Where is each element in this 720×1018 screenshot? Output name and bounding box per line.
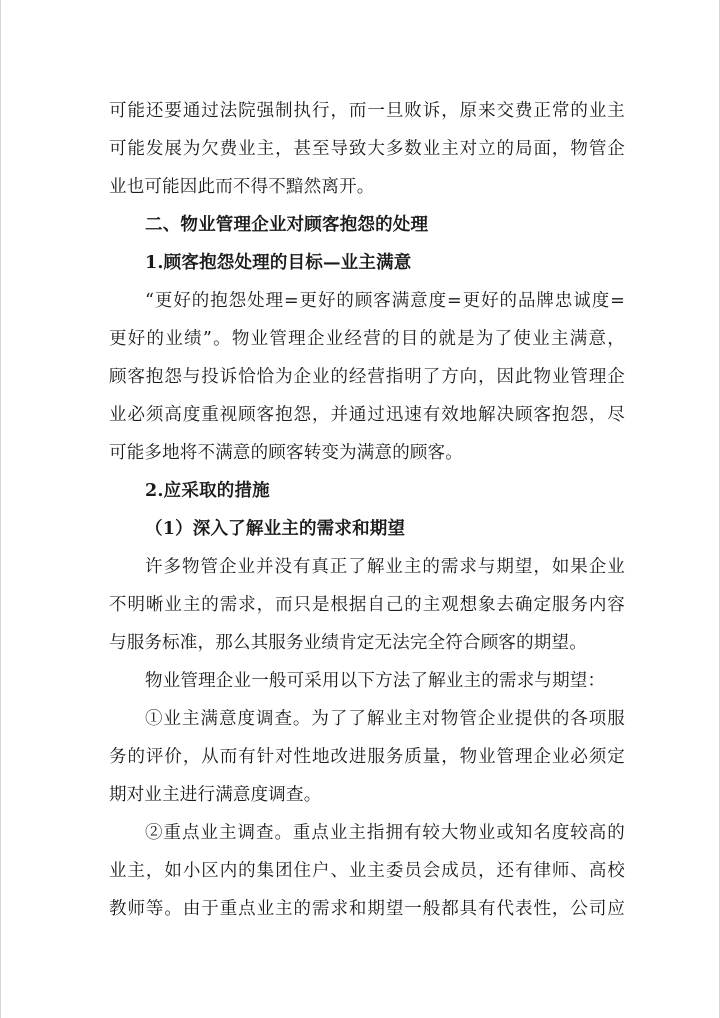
subsection-heading: 1.顾客抱怨处理的目标—业主满意 — [145, 253, 412, 273]
paragraph-line: 务的评价，从而有针对性地改进服务质量，物业管理企业必须定 — [109, 747, 625, 767]
paragraph-line: ②重点业主调查。重点业主指拥有较大物业或知名度较高的 — [145, 823, 625, 843]
paragraph-line: ①业主满意度调查。为了了解业主对物管企业提供的各项服 — [145, 709, 625, 729]
paragraph-line: 不明晰业主的需求，而只是根据自己的主观想象去确定服务内容 — [109, 595, 625, 615]
paragraph-line: 业主，如小区内的集团住户、业主委员会成员，还有律师、高校 — [109, 861, 625, 881]
paragraph-line: 与服务标准，那么其服务业绩肯定无法完全符合顾客的期望。 — [109, 633, 587, 653]
paragraph-line: 可能发展为欠费业主，甚至导致大多数业主对立的局面，物管企 — [109, 139, 625, 159]
paragraph-line: 教师等。由于重点业主的需求和期望一般都具有代表性，公司应 — [109, 899, 625, 919]
paragraph-line: 业也可能因此而不得不黯然离开。 — [109, 177, 375, 197]
paragraph-line: 可能还要通过法院强制执行，而一旦败诉，原来交费正常的业主 — [109, 101, 625, 121]
subsection-heading: 2.应采取的措施 — [145, 481, 270, 501]
paragraph-line: 物业管理企业一般可采用以下方法了解业主的需求与期望： — [145, 671, 606, 691]
paragraph-line: 许多物管企业并没有真正了解业主的需求与期望，如果企业 — [145, 557, 625, 577]
document-body — [109, 92, 625, 928]
paragraph-line: 顾客抱怨与投诉恰恰为企业的经营指明了方向，因此物业管理企 — [109, 367, 625, 387]
paragraph-line: 更好的业绩”。物业管理企业经营的目的就是为了使业主满意， — [109, 329, 625, 349]
paragraph-line: “更好的抱怨处理=更好的顾客满意度=更好的品牌忠诚度= — [145, 291, 625, 311]
paragraph-line: 业必须高度重视顾客抱怨，并通过迅速有效地解决顾客抱怨，尽 — [109, 405, 625, 425]
section-heading: 二、物业管理企业对顾客抱怨的处理 — [145, 215, 429, 235]
subsection-heading: （1）深入了解业主的需求和期望 — [145, 519, 406, 539]
paragraph-line: 可能多地将不满意的顾客转变为满意的顾客。 — [109, 443, 463, 463]
paragraph-line: 期对业主进行满意度调查。 — [109, 785, 322, 805]
